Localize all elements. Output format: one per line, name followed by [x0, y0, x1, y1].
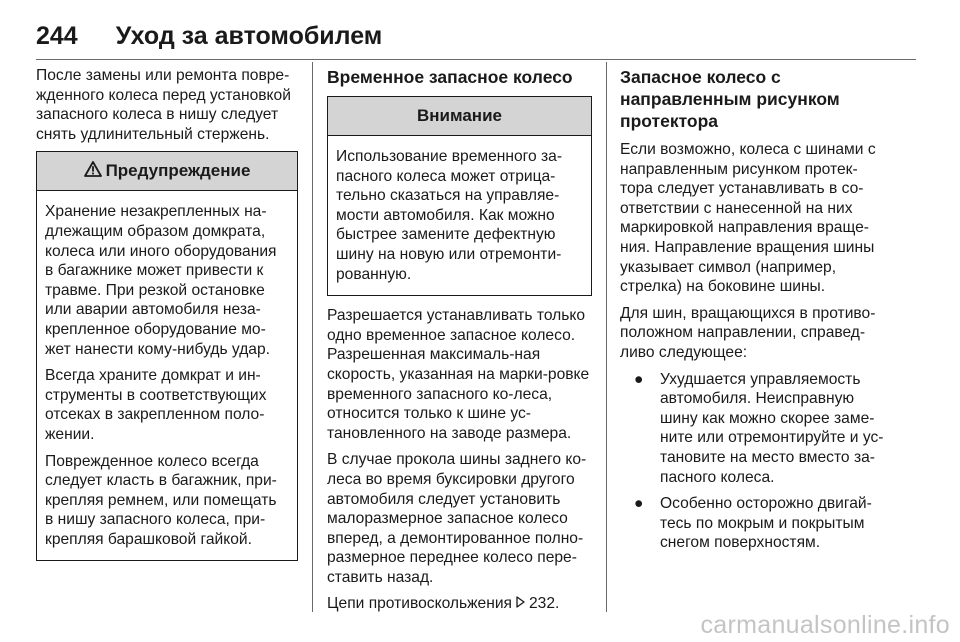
caution-box: [327, 96, 592, 296]
list-item-text: Особенно осторожно двигай-тесь по мокрым и покрытым снегом поверхностям.: [660, 495, 872, 552]
list-item: [620, 494, 888, 553]
warning-paragraph: Всегда храните домкрат и ин-струменты в соответствующих отсеках в закрепленном поло-жении.: [45, 367, 267, 443]
page-number: 244: [36, 22, 78, 50]
cross-reference-text: Цепи противоскольжения: [327, 595, 512, 613]
caution-title: Внимание: [417, 106, 502, 125]
body-paragraph: В случае прокола шины заднего ко-леса во время буксировки другого автомобиля следует установить малоразмерное запасное колесо вперед, а демонтированное полно-размерное переднее колесо пере-ставить назад.: [327, 451, 587, 586]
warning-header: [37, 152, 297, 191]
column-middle: [327, 66, 592, 621]
bullet-icon: ●: [634, 370, 644, 388]
body-paragraph: Если возможно, колеса с шинами с направленным рисунком протек-тора следует устанавливать в со-ответствии с нанесенной на них маркировкой направления враще-ния. Направление вращения шины указывает символ (например, стрелка) на боковине шины.: [620, 141, 876, 296]
list-item-text: Ухудшается управляемость автомобиля. Неисправную шину как можно скорее заме-ните или отремонтируйте и ус-тановите на место вместо за-пасного колеса.: [660, 370, 884, 486]
warning-paragraph: Поврежденное колесо всегда следует класть в багажник, при-крепляя ремнем, или помещать в нишу запасного колеса, при-крепляя барашковой гайкой.: [45, 452, 277, 548]
warning-triangle-icon: [84, 161, 102, 182]
bullet-icon: ●: [634, 495, 644, 513]
bullet-list: [620, 370, 888, 553]
list-item: [620, 370, 888, 488]
page-reference-arrow-icon: [516, 594, 525, 614]
warning-paragraph: Хранение незакрепленных на-длежащим образом домкрата, колеса или иного оборудования в багажнике может привести к травме. При резкой остановке или аварии автомобиля неза-крепленное оборудование мо-жет нанести кому-нибудь удар.: [45, 203, 277, 358]
body-paragraph: Разрешается устанавливать только одно временное запасное колесо. Разрешенная максималь-ная скорость, указанная на марки-ровке временного запасного ко-леса, относится только к шине ус-тановленного на заводе размера.: [327, 307, 590, 442]
caution-text: Использование временного за-пасного колеса может отрица-тельно сказаться на управляе-мости автомобиля. Как можно быстрее замените дефектную шину на новую или отремонти-рованную.: [336, 148, 563, 283]
cross-reference-page: 232.: [529, 595, 560, 613]
column-left: [36, 66, 298, 561]
warning-box: [36, 151, 298, 561]
caution-header: [328, 97, 591, 136]
warning-title: Предупреждение: [105, 161, 251, 181]
caution-body: [328, 136, 591, 295]
body-paragraph: Для шин, вращающихся в противо-положном направлении, справед-ливо следующее:: [620, 304, 876, 361]
cross-reference[interactable]: [327, 594, 592, 614]
intro-paragraph: После замены или ремонта повре-жденного колеса перед установкой запасного колеса в нишу следует снять удлинительный стержень.: [36, 67, 291, 143]
section-heading-temporary-spare: Временное запасное колесо: [327, 67, 573, 87]
column-divider: [606, 62, 607, 612]
watermark: carmanualsonline.info: [700, 611, 950, 639]
page-header: [36, 22, 916, 60]
column-right: [620, 66, 888, 560]
section-heading-directional-spare: Запасное колесо с направленным рисунком протектора: [620, 67, 840, 131]
chapter-title: Уход за автомобилем: [115, 22, 383, 50]
column-divider: [312, 62, 313, 612]
warning-body: [37, 191, 297, 560]
